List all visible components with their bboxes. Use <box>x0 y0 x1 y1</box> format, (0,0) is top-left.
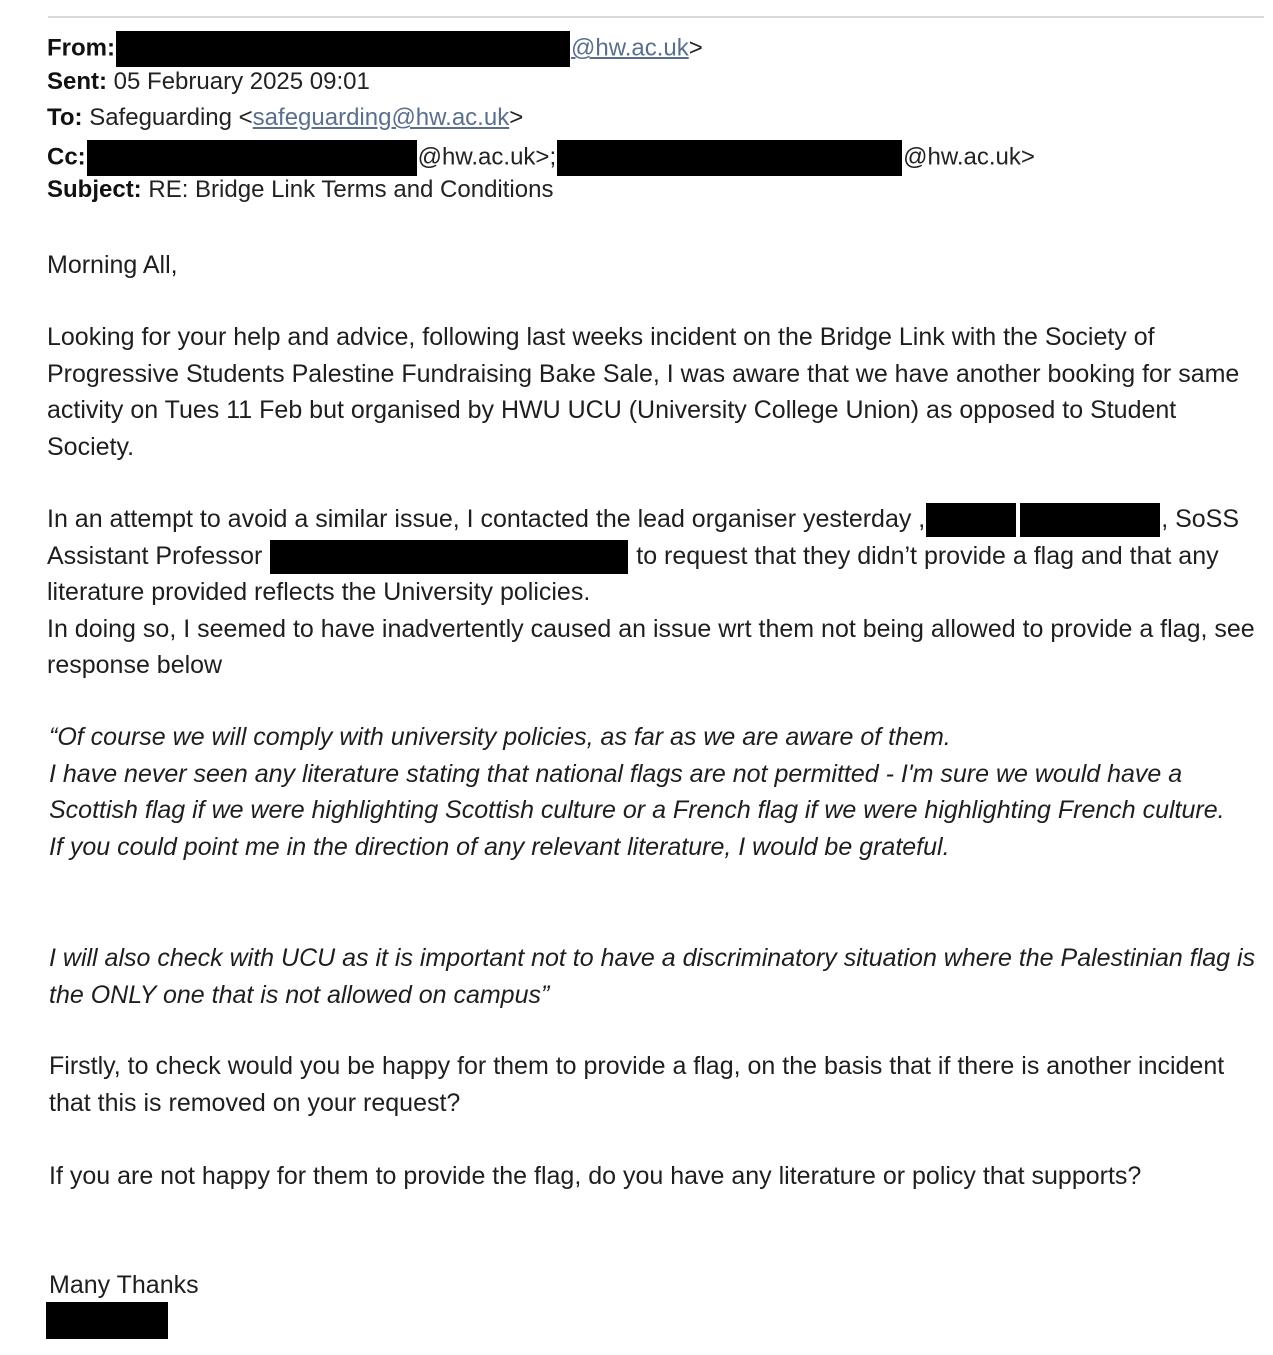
cc-address-1: @hw.ac.uk>; <box>417 143 557 171</box>
from-line <box>47 31 703 67</box>
from-label: From: <box>47 34 115 62</box>
paragraph-1-text: Looking for your help and advice, following last weeks incident on the Bridge Link with the Society of Progressive Students Palestine Fundraising Bake Sale, I was aware that we have another booking for same activity on Tues 11 Feb but organised by HWU UCU (University College Union) as opposed to Student Society. <box>47 323 1240 461</box>
closing-text: Many Thanks <box>49 1271 199 1299</box>
greeting-text: Morning All, <box>47 251 178 279</box>
to-label: To: <box>47 104 83 131</box>
cc-line <box>47 140 1035 176</box>
paragraph-1 <box>47 319 1257 465</box>
quote-line: I have never seen any literature stating that national flags are not permitted - I'm sure we would have a Scottish flag if we were highlighting Scottish culture or a French flag if we were highlighting French culture. <box>49 759 1225 825</box>
quote-line: “Of course we will comply with university policies, as far as we are aware of them. <box>49 723 951 751</box>
paragraph-3-text: Firstly, to check would you be happy for them to provide a flag, on the basis that if there is another incident that this is removed on your request? <box>49 1052 1225 1117</box>
sent-date: 05 February 2025 09:01 <box>113 68 370 95</box>
cc-label: Cc: <box>47 143 86 171</box>
quote-paragraph-2: I will also check with UCU as it is important not to have a discriminatory situation where the Palestinian flag is the ONLY one that is not allowed on campus” <box>49 944 1256 1009</box>
paragraph-3 <box>49 1048 1259 1121</box>
quoted-response <box>49 719 1259 865</box>
subject-line <box>47 176 553 204</box>
closing <box>49 1267 1259 1304</box>
paragraph-2-part-b: , SoSS Assistant Professor <box>47 505 1240 570</box>
subject-value: RE: Bridge Link Terms and Conditions <box>148 176 554 203</box>
to-name: Safeguarding < <box>89 104 253 131</box>
greeting <box>47 247 1257 284</box>
redacted-name <box>1020 503 1160 537</box>
quoted-response-2 <box>49 940 1259 1013</box>
redacted-signature <box>46 1302 168 1339</box>
to-close: > <box>509 104 524 131</box>
from-close: > <box>688 34 703 62</box>
paragraph-2-part-c: to request that they didn’t provide a flag and that any literature provided reflects the University policies. <box>47 541 1219 607</box>
paragraph-2-text <box>47 501 1257 611</box>
to-line <box>47 104 523 132</box>
paragraph-4 <box>49 1158 1259 1195</box>
from-email-domain[interactable]: @hw.ac.uk <box>571 34 689 62</box>
top-divider <box>48 16 1264 18</box>
redacted-block <box>116 31 570 67</box>
paragraph-2-part-a: In an attempt to avoid a similar issue, I contacted the lead organiser yesterday , <box>47 505 926 533</box>
sent-label: Sent: <box>47 68 107 95</box>
redacted-name <box>270 540 628 574</box>
to-email-link[interactable]: safeguarding@hw.ac.uk <box>252 104 510 131</box>
paragraph-2 <box>47 501 1257 684</box>
subject-label: Subject: <box>47 176 142 203</box>
paragraph-4-text: If you are not happy for them to provide the flag, do you have any literature or policy that supports? <box>49 1162 1142 1190</box>
redacted-name <box>926 503 1016 537</box>
cc-address-2: @hw.ac.uk> <box>903 143 1035 171</box>
quote-line: If you could point me in the direction of any relevant literature, I would be grateful. <box>49 832 950 861</box>
redacted-block <box>87 140 417 176</box>
sent-line <box>47 68 370 96</box>
paragraph-2-part-d: In doing so, I seemed to have inadvertently caused an issue wrt them not being allowed to provide a flag, see response below <box>47 614 1255 680</box>
redacted-block <box>557 140 902 176</box>
